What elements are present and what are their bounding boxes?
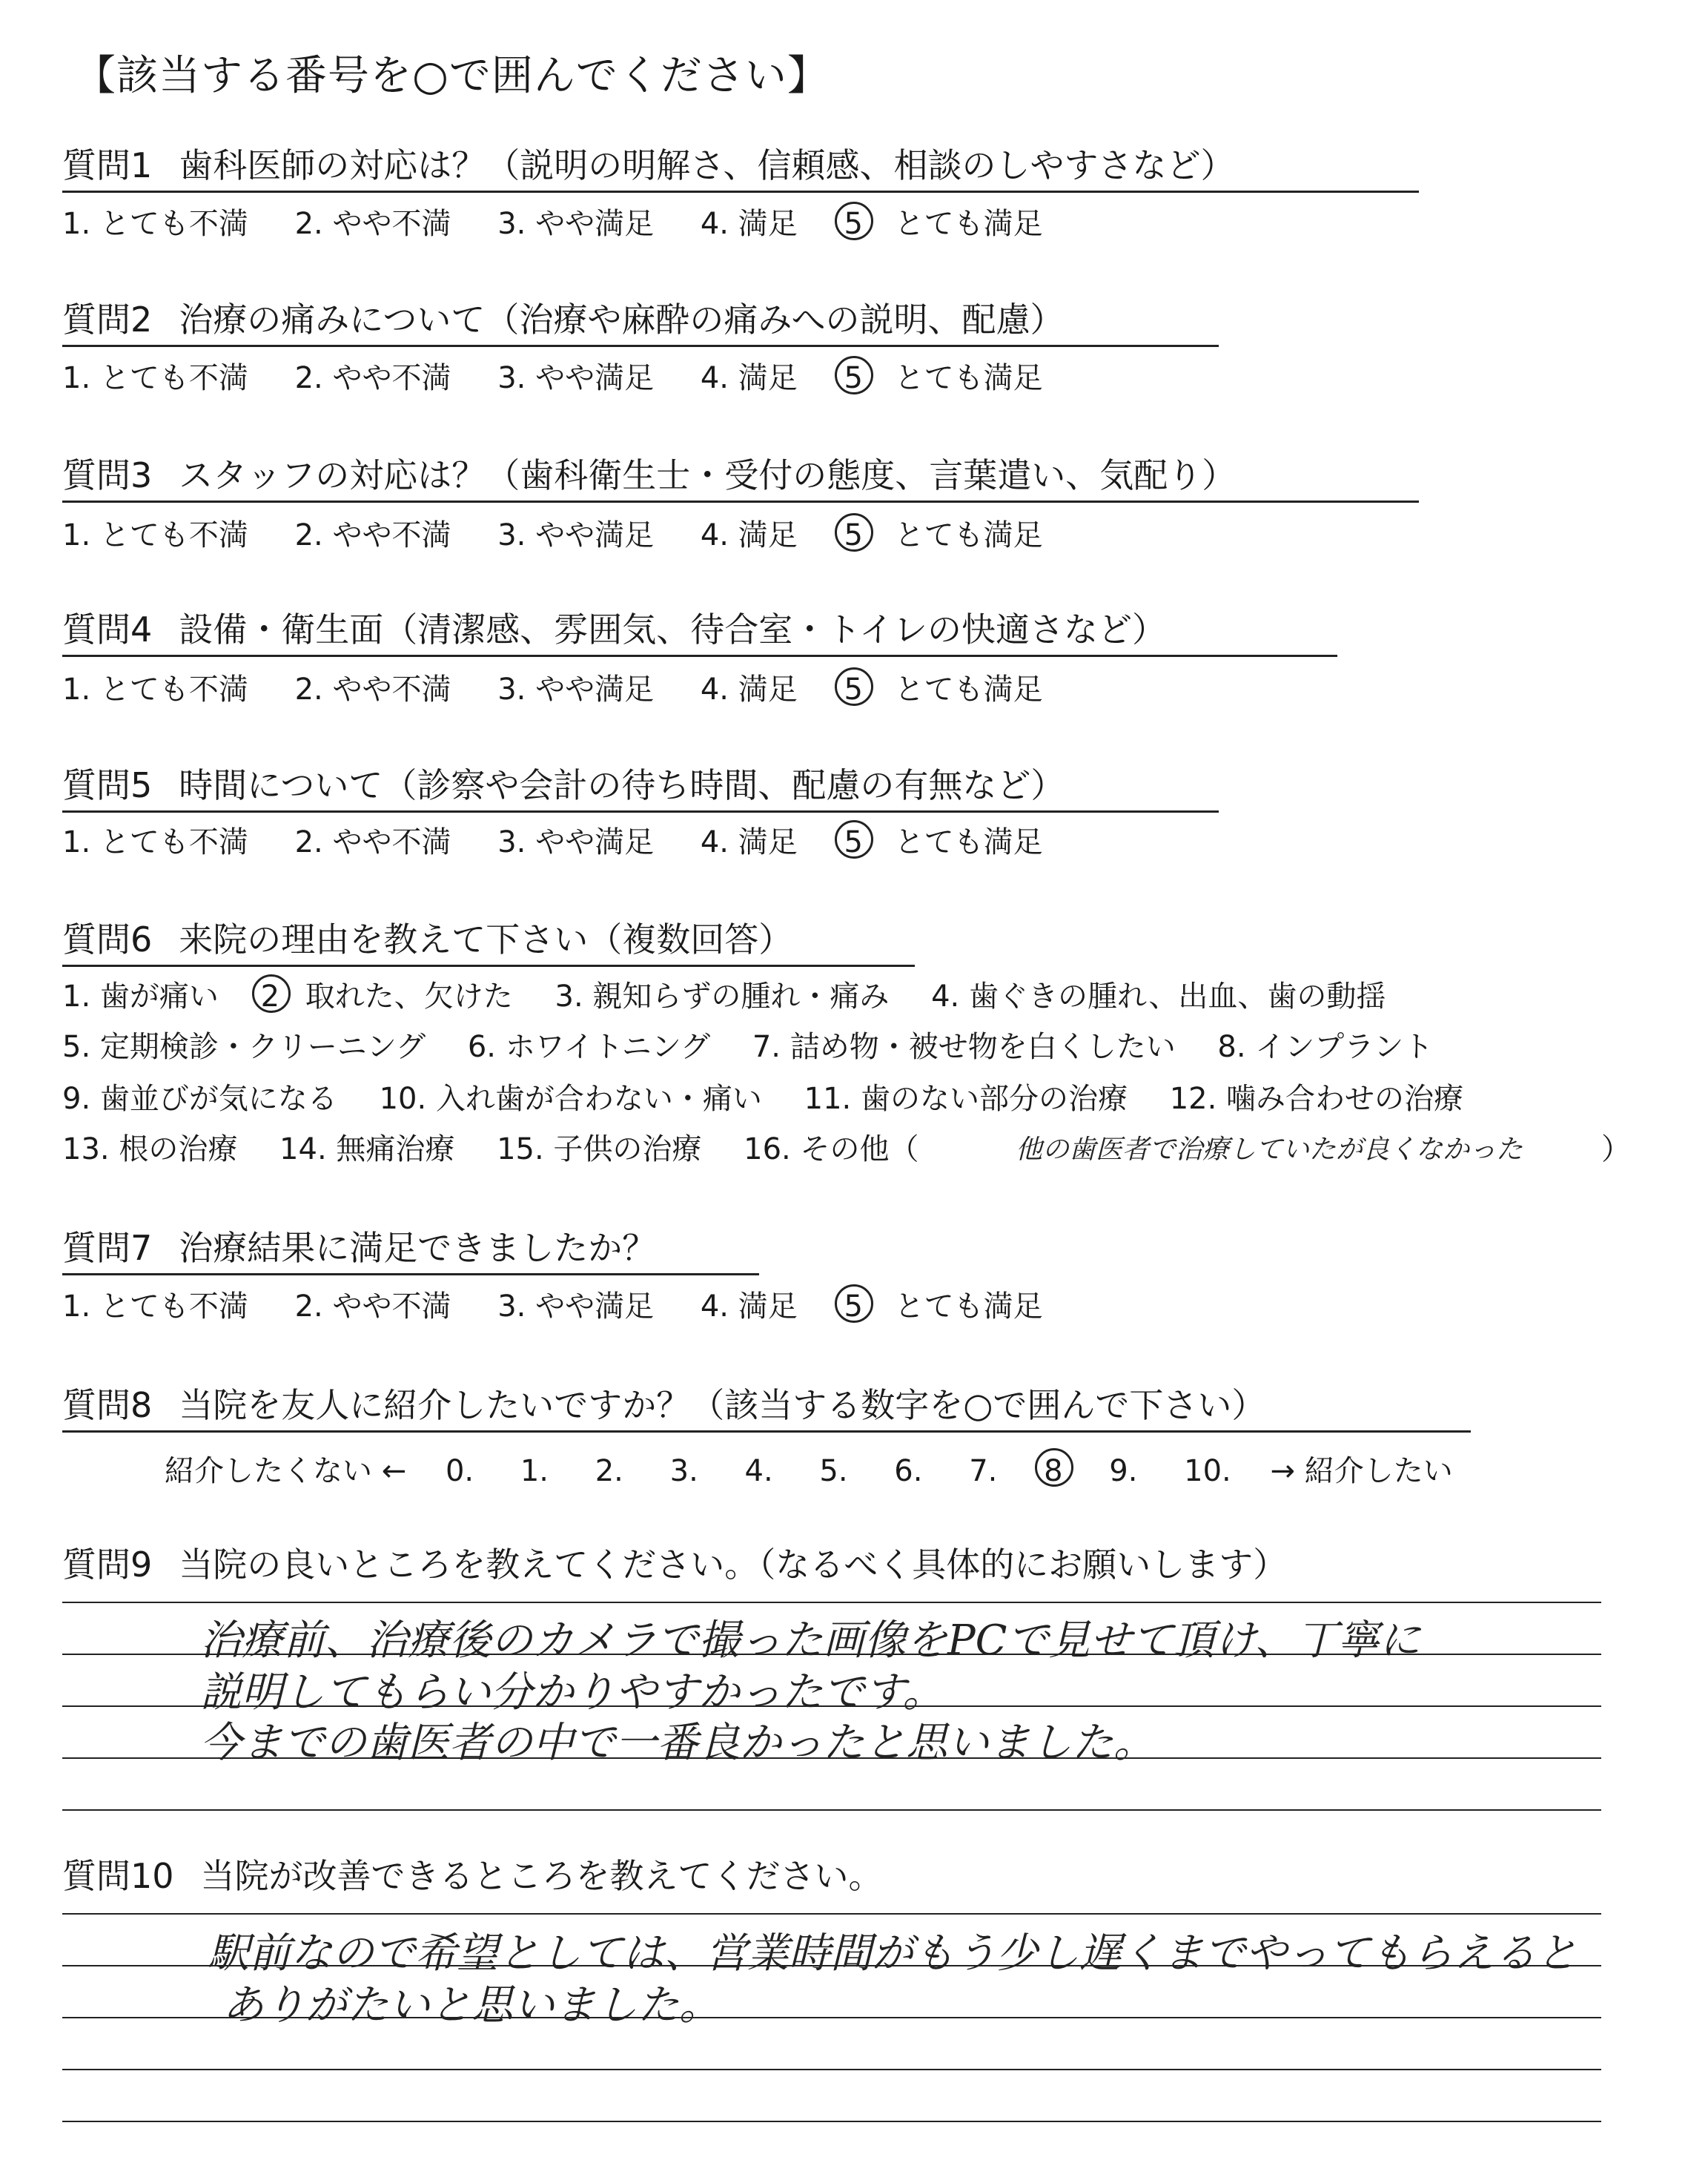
reason-2-label: 取れた、欠けた xyxy=(305,980,513,1014)
answer-options-5 xyxy=(62,825,1080,859)
improvement-line-2[interactable]: ありがたいと思いました。 xyxy=(222,1981,721,2029)
option-3[interactable]: 3. やや満足 xyxy=(497,361,655,395)
reason-16[interactable]: 16. その他（ xyxy=(744,1132,919,1166)
option-4[interactable]: 4. 満足 xyxy=(700,673,798,707)
answer-options-2 xyxy=(62,363,1080,393)
reason-row-2 xyxy=(62,1032,1433,1062)
scale-0[interactable]: 0. xyxy=(445,1454,474,1488)
question-number: 質問2 xyxy=(62,300,153,340)
reason-14[interactable]: 14. 無痛治療 xyxy=(279,1132,455,1166)
question-4 xyxy=(62,610,1337,657)
scale-7[interactable]: 7. xyxy=(969,1454,998,1488)
option-4[interactable]: 4. 満足 xyxy=(700,207,798,241)
question-text: 歯科医師の対応は？（説明の明解さ、信頼感、相談のしやすさなど） xyxy=(179,145,1235,185)
question-text: 時間について（診察や会計の待ち時間、配慮の有無など） xyxy=(179,765,1065,805)
question-number: 質問10 xyxy=(62,1856,174,1896)
option-2[interactable]: 2. やや不満 xyxy=(294,518,451,552)
question-text: 治療結果に満足できましたか？ xyxy=(179,1228,657,1268)
selection-circle xyxy=(835,820,873,859)
option-5-circled[interactable]: 5 xyxy=(844,675,862,704)
scale-3[interactable]: 3. xyxy=(669,1454,698,1488)
scale-4[interactable]: 4. xyxy=(744,1454,773,1488)
option-2[interactable]: 2. やや不満 xyxy=(294,673,451,707)
option-1[interactable]: 1. とても不満 xyxy=(62,1289,248,1324)
selection-circle xyxy=(252,974,291,1013)
question-number: 質問8 xyxy=(62,1385,153,1425)
question-3 xyxy=(62,455,1419,503)
reason-13[interactable]: 13. 根の治療 xyxy=(62,1132,238,1166)
question-text: 当院が改善できるところを教えてください。 xyxy=(200,1856,883,1896)
question-number: 質問9 xyxy=(62,1545,153,1585)
question-number: 質問7 xyxy=(62,1228,153,1268)
question-number: 質問1 xyxy=(62,145,153,185)
scale-9[interactable]: 9. xyxy=(1109,1454,1138,1488)
selection-circle xyxy=(835,513,873,552)
scale-right-label: → 紹介したい xyxy=(1270,1454,1453,1488)
option-3[interactable]: 3. やや満足 xyxy=(497,207,655,241)
option-4[interactable]: 4. 満足 xyxy=(700,518,798,552)
option-1[interactable]: 1. とても不満 xyxy=(62,673,248,707)
reason-1[interactable]: 1. 歯が痛い xyxy=(62,980,219,1014)
option-5-label: とても満足 xyxy=(894,518,1043,552)
selection-circle xyxy=(835,202,873,240)
answer-line xyxy=(62,2121,1601,2122)
reason-15[interactable]: 15. 子供の治療 xyxy=(497,1132,702,1166)
option-5-label: とても満足 xyxy=(894,673,1043,707)
reason-2-circled[interactable]: 2 xyxy=(261,982,279,1011)
option-3[interactable]: 3. やや満足 xyxy=(497,825,655,859)
good-points-line-1[interactable]: 治療前、治療後のカメラで撮った画像をPCで見せて頂け、丁寧に xyxy=(200,1616,1421,1665)
answer-options-7 xyxy=(62,1289,1080,1324)
reason-9[interactable]: 9. 歯並びが気になる xyxy=(62,1082,337,1116)
question-9 xyxy=(62,1538,1287,1587)
answer-line xyxy=(62,2069,1601,2070)
option-1[interactable]: 1. とても不満 xyxy=(62,207,248,241)
reason-4[interactable]: 4. 歯ぐきの腫れ、出血、歯の動揺 xyxy=(931,980,1386,1014)
question-6 xyxy=(62,919,915,967)
answer-line xyxy=(62,1809,1601,1811)
scale-10[interactable]: 10. xyxy=(1184,1454,1231,1488)
reason-11[interactable]: 11. 歯のない部分の治療 xyxy=(804,1082,1128,1116)
question-number: 質問3 xyxy=(62,455,153,495)
option-5-circled[interactable]: 5 xyxy=(844,1292,862,1321)
question-number: 質問5 xyxy=(62,765,153,805)
question-number: 質問4 xyxy=(62,610,153,650)
answer-line xyxy=(62,1602,1601,1603)
scale-8-circled[interactable]: 8 xyxy=(1044,1454,1062,1488)
form-title: 【該当する番号を○で囲んでください】 xyxy=(74,52,830,100)
option-2[interactable]: 2. やや不満 xyxy=(294,825,451,859)
answer-options-1 xyxy=(62,209,1080,239)
reason-8[interactable]: 8. インプラント xyxy=(1217,1030,1434,1064)
answer-line xyxy=(62,1913,1601,1915)
option-3[interactable]: 3. やや満足 xyxy=(497,1289,655,1324)
recommend-scale xyxy=(165,1447,1453,1490)
reason-row-4 xyxy=(62,1132,923,1166)
selection-circle xyxy=(1035,1448,1073,1487)
option-5-circled[interactable]: 5 xyxy=(844,828,862,857)
question-text: 治療の痛みについて（治療や麻酔の痛みへの説明、配慮） xyxy=(179,300,1065,340)
option-1[interactable]: 1. とても不満 xyxy=(62,518,248,552)
option-2[interactable]: 2. やや不満 xyxy=(294,1289,451,1324)
question-10 xyxy=(62,1849,883,1898)
reason-10[interactable]: 10. 入れ歯が合わない・痛い xyxy=(379,1082,762,1116)
reason-7[interactable]: 7. 詰め物・被せ物を白くしたい xyxy=(752,1030,1176,1064)
good-points-line-3[interactable]: 今までの歯医者の中で一番良かったと思いました。 xyxy=(200,1719,1155,1767)
question-8 xyxy=(62,1385,1471,1433)
question-2 xyxy=(62,300,1219,347)
option-5-label: とても満足 xyxy=(894,825,1043,859)
question-5 xyxy=(62,765,1219,813)
question-7 xyxy=(62,1228,759,1275)
option-3[interactable]: 3. やや満足 xyxy=(497,673,655,707)
option-1[interactable]: 1. とても不満 xyxy=(62,825,248,859)
selection-circle xyxy=(835,667,873,706)
option-2[interactable]: 2. やや不満 xyxy=(294,207,451,241)
other-reason-handwritten[interactable]: 他の歯医者で治療していたが良くなかった xyxy=(1016,1135,1523,1165)
improvement-line-1[interactable]: 駅前なので希望としては、営業時間がもう少し遅くまでやってもらえると xyxy=(208,1929,1578,1978)
reason-12[interactable]: 12. 噛み合わせの治療 xyxy=(1169,1082,1464,1116)
option-5-label: とても満足 xyxy=(894,1289,1043,1324)
answer-options-3 xyxy=(62,518,1080,552)
option-4[interactable]: 4. 満足 xyxy=(700,1289,798,1324)
option-3[interactable]: 3. やや満足 xyxy=(497,518,655,552)
question-text: 設備・衛生面（清潔感、雰囲気、待合室・トイレの快適さなど） xyxy=(179,610,1166,650)
scale-6[interactable]: 6. xyxy=(894,1454,923,1488)
scale-left-label: 紹介したくない ← xyxy=(165,1454,407,1488)
question-text: スタッフの対応は？（歯科衛生士・受付の態度、言葉遣い、気配り） xyxy=(179,455,1237,495)
good-points-line-2[interactable]: 説明してもらい分かりやすかったです。 xyxy=(200,1668,944,1717)
scale-5[interactable]: 5. xyxy=(819,1454,848,1488)
reason-5[interactable]: 5. 定期検診・クリーニング xyxy=(62,1030,426,1064)
question-text: 当院を友人に紹介したいですか？（該当する数字を○で囲んで下さい） xyxy=(179,1385,1266,1425)
reason-row-1 xyxy=(62,980,1386,1014)
option-5-label: とても満足 xyxy=(894,361,1043,395)
question-1 xyxy=(62,145,1419,193)
reason-row-3 xyxy=(62,1084,1463,1114)
answer-options-4 xyxy=(62,673,1080,707)
option-5-circled[interactable]: 5 xyxy=(844,521,862,550)
option-4[interactable]: 4. 満足 xyxy=(700,361,798,395)
scale-2[interactable]: 2. xyxy=(595,1454,623,1488)
question-text: 当院の良いところを教えてください。（なるべく具体的にお願いします） xyxy=(179,1545,1288,1585)
other-close-paren: ） xyxy=(1601,1132,1631,1166)
option-4[interactable]: 4. 満足 xyxy=(700,825,798,859)
option-1[interactable]: 1. とても不満 xyxy=(62,361,248,395)
option-5-circled[interactable]: 5 xyxy=(844,363,862,393)
question-text: 来院の理由を教えて下さい（複数回答） xyxy=(179,919,793,960)
selection-circle xyxy=(835,1284,873,1323)
option-5-circled[interactable]: 5 xyxy=(844,209,862,239)
option-5-label: とても満足 xyxy=(894,207,1043,241)
question-number: 質問6 xyxy=(62,919,153,960)
selection-circle xyxy=(835,356,873,394)
reason-3[interactable]: 3. 親知らずの腫れ・痛み xyxy=(555,980,890,1014)
option-2[interactable]: 2. やや不満 xyxy=(294,361,451,395)
scale-1[interactable]: 1. xyxy=(520,1454,549,1488)
reason-6[interactable]: 6. ホワイトニング xyxy=(467,1030,711,1064)
